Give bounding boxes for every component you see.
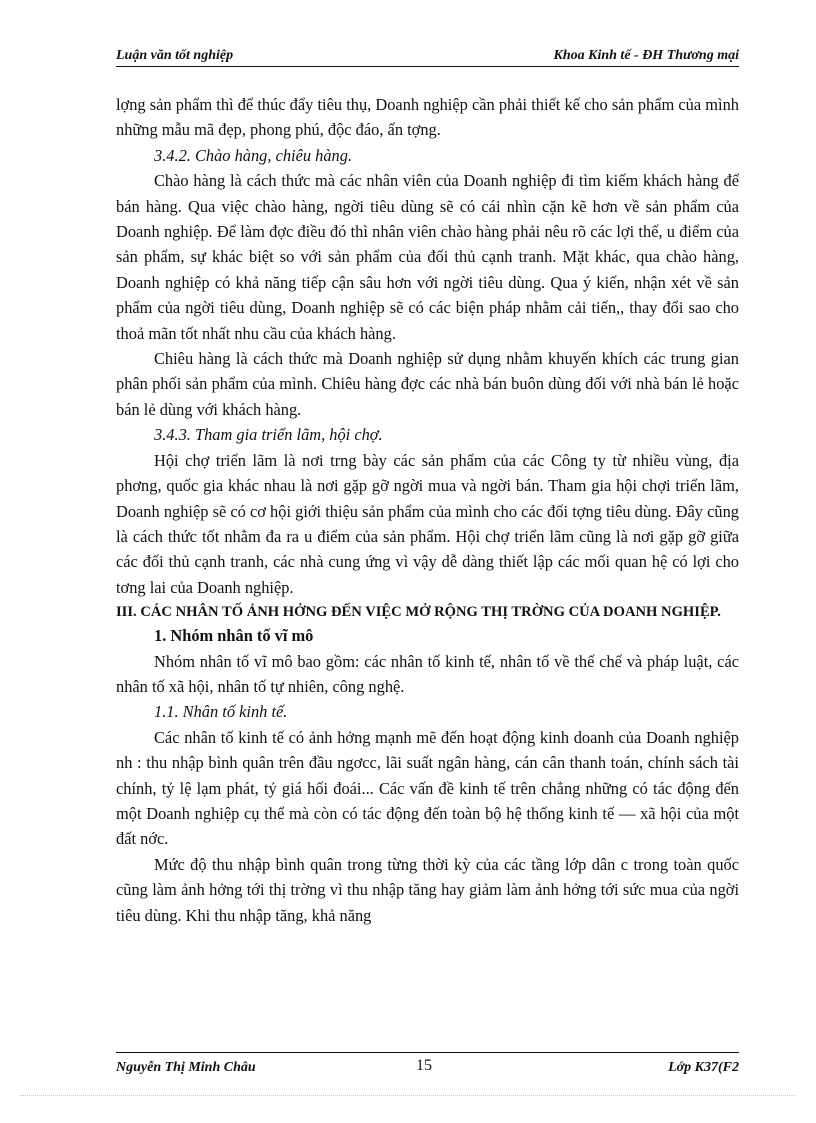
footer-author: Nguyễn Thị Minh Châu: [116, 1060, 256, 1075]
section-heading-iii: III. CÁC NHÂN TỐ ẢNH HỞNG ĐẾN VIỆC MỞ RỘNG THỊ TRỜNG CỦA DOANH NGHIỆP.: [116, 604, 721, 621]
paragraph: lợng sản phẩm thì để thúc đẩy tiêu thụ, Doanh nghiệp cần phải thiết kế cho sản phẩm của mình những mẫu mã đẹp, phong phú, độc đáo, ấn tợng.: [116, 95, 739, 140]
paragraph: Chào hàng là cách thức mà các nhân viên của Doanh nghiệp đi tìm kiếm khách hàng để bán hàng. Qua việc chào hàng, ngời tiêu dùng sẽ có cái nhìn cặn kẽ hơn về sản phẩm của Doanh nghiệp. Để làm đợc điều đó thì nhân viên chào hàng phải nêu rõ các lợi thế, u điểm của sản phẩm, sự khác biệt so với sản phẩm của đối thủ cạnh tranh. Mặt khác, qua chào hàng, Doanh nghiệp có khả năng tiếp cận sâu hơn với ngời tiêu dùng. Qua ý kiến, nhận xét về sản phẩm của ngời tiêu dùng, Doanh nghiệp sẽ có các biện pháp nhằm cải tiến,, thay đổi sao cho thoả mãn tốt nhất nhu cầu của khách hàng.: [116, 171, 739, 343]
subheading-1-1: 1.1. Nhân tố kinh tế.: [154, 702, 288, 722]
paragraph: Chiêu hàng là cách thức mà Doanh nghiệp sử dụng nhằm khuyến khích các trung gian phân phối sản phẩm của mình. Chiêu hàng đợc các nhà bán buôn dùng đối với nhà bán lẻ hoặc bán lẻ dùng với khách hàng.: [116, 349, 739, 419]
page-bottom-divider: [20, 1095, 796, 1096]
page-number: 15: [416, 1057, 432, 1074]
header-faculty-label: Khoa Kinh tế - ĐH Thương mại: [553, 48, 739, 63]
paragraph: Các nhân tố kinh tế có ảnh hởng mạnh mẽ đến hoạt động kinh doanh của Doanh nghiệp nh : thu nhập bình quân trên đầu ngơcc, lãi suất ngân hàng, cán cân thanh toán, chính sách tài chính, tỷ lệ lạm phát, tỷ giá hối đoái... Các vấn đề kinh tế trên chẳng những có tác động đến một Doanh nghiệp cụ thể mà còn có tác động đến toàn bộ hệ thống kinh tế — xã hội của một đất nớc.: [116, 727, 739, 849]
footer-class: Lớp K37(F2: [668, 1060, 739, 1075]
paragraph: Nhóm nhân tố vĩ mô bao gồm: các nhân tố kinh tế, nhân tố về thể chế và pháp luật, các nhân tố xã hội, nhân tố tự nhiên, công nghệ.: [116, 651, 739, 696]
header-thesis-label: Luận văn tốt nghiệp: [116, 48, 234, 63]
page-body: [116, 92, 739, 928]
page-header: [116, 46, 739, 67]
page-footer: [116, 1052, 739, 1079]
paragraph: Hội chợ triển lãm là nơi trng bày các sản phẩm của các Công ty từ nhiều vùng, địa phơng, quốc gia khác nhau là nơi gặp gỡ ngời mua và ngời bán. Tham gia hội chợi triển lãm, Doanh nghiệp sẽ có cơ hội giới thiệu sản phẩm của mình cho các đối tợng tiêu dùng. Đây cũng là cách thức tốt nhằm đa ra u điểm của sản phẩm. Hội chợ triển lãm cũng là nơi gặp gỡ giữa các đối thủ cạnh tranh, các nhà cung ứng vì vậy dễ dàng thiết lập các mối quan hệ có lợi cho tơng lai của Doanh nghiệp.: [116, 450, 739, 597]
heading-macro-factors: 1. Nhóm nhân tố vĩ mô: [154, 626, 314, 646]
paragraph: Mức độ thu nhập bình quân trong từng thời kỳ của các tầng lớp dân c trong toàn quốc cũng làm ảnh hởng tới thị trờng vì thu nhập tăng hay giảm làm ảnh hởng tới sức mua của ngời tiêu dùng. Khi thu nhập tăng, khả năng: [116, 854, 739, 925]
subheading-3-4-3: 3.4.3. Tham gia triển lãm, hội chợ.: [154, 425, 383, 445]
subheading-3-4-2: 3.4.2. Chào hàng, chiêu hàng.: [154, 145, 353, 165]
